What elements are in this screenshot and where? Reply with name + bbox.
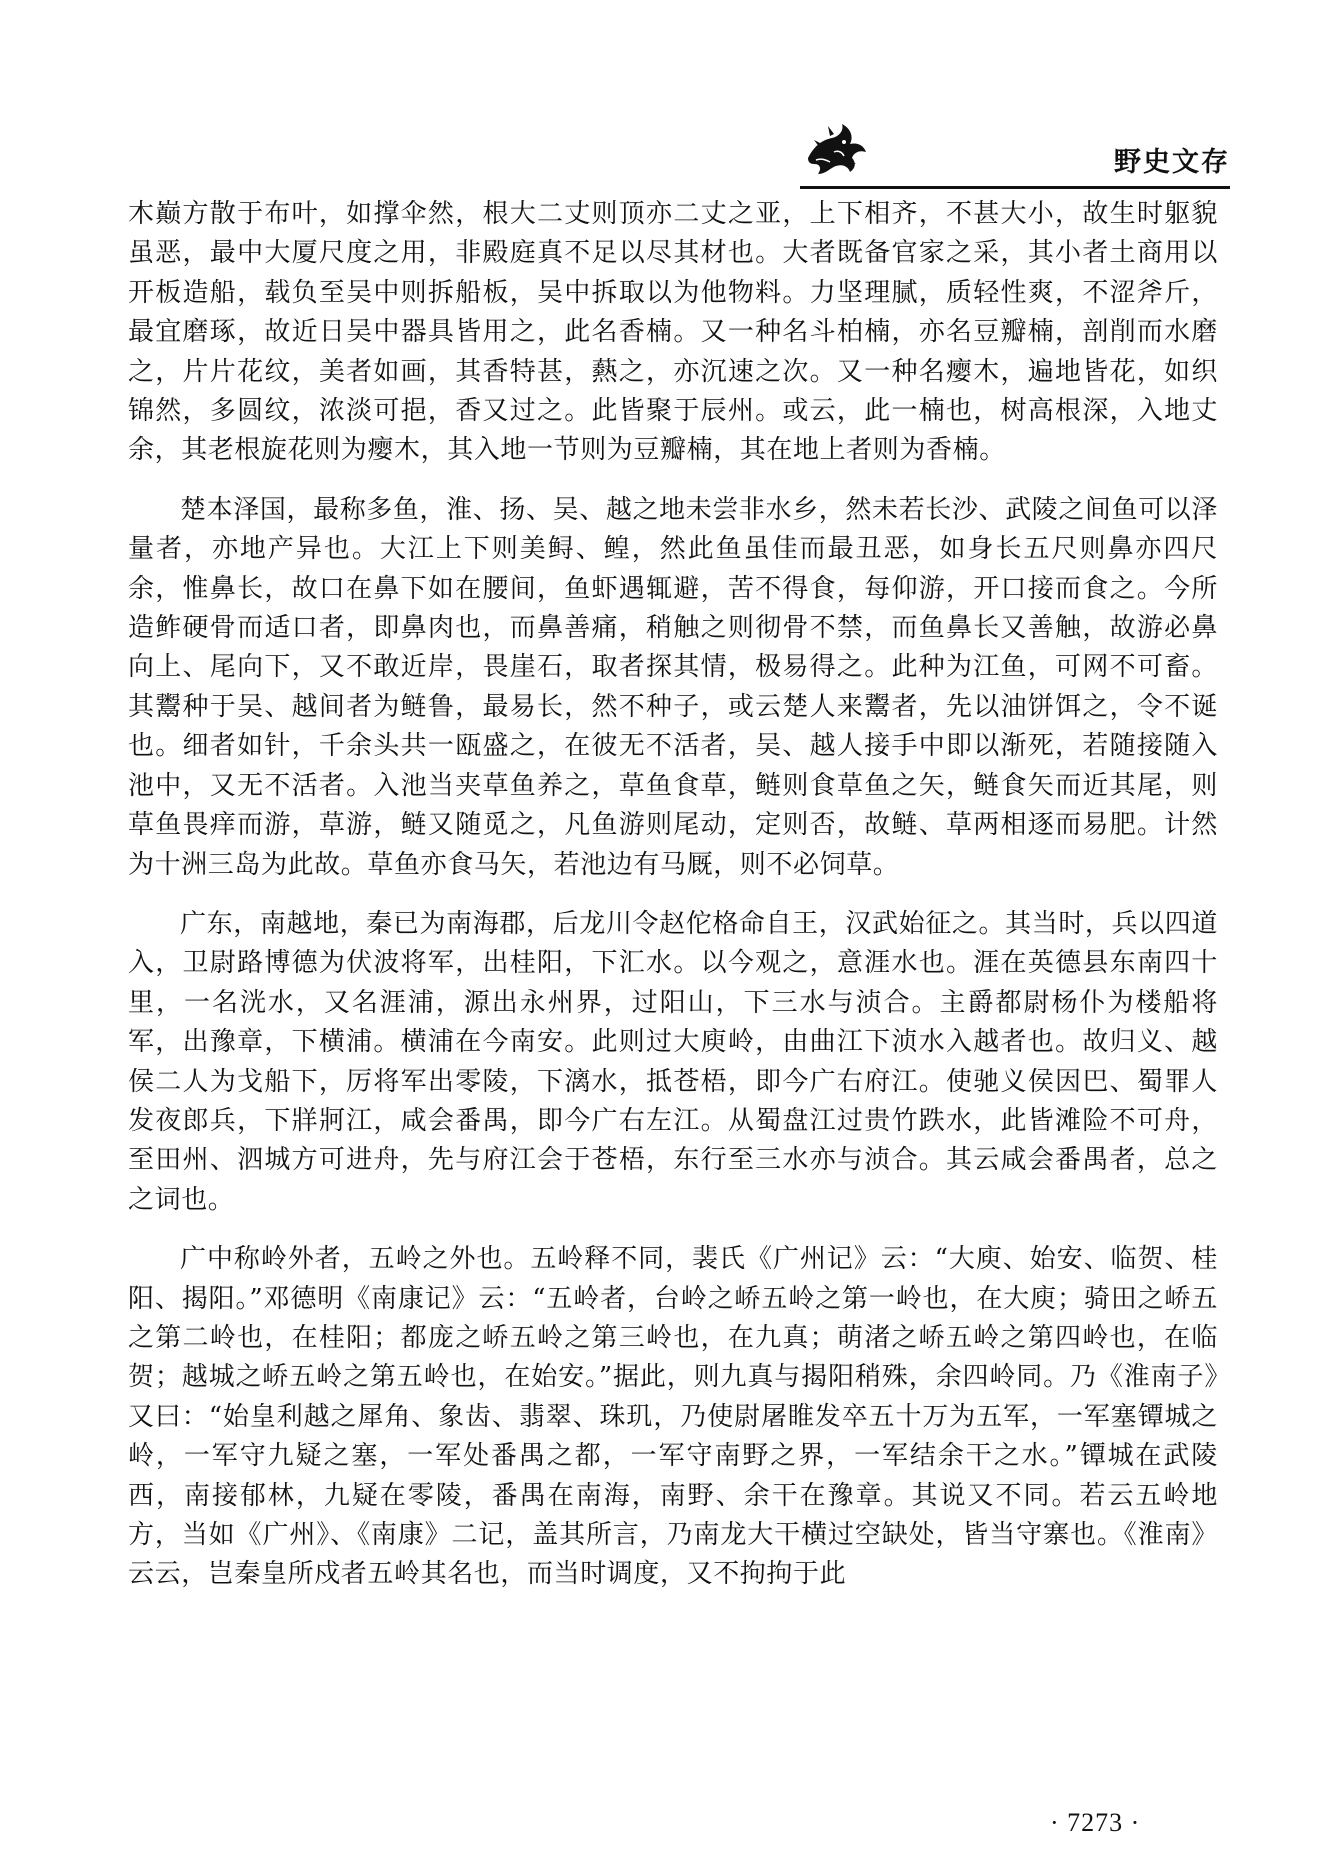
header-rule <box>800 186 1230 189</box>
page-number: · 7273 · <box>1050 1808 1141 1837</box>
series-title: 野史文存 <box>1114 147 1230 178</box>
paragraph-2: 楚本泽国，最称多鱼，淮、扬、吴、越之地未尝非水乡，然未若长沙、武陵之间鱼可以泽量者，亦地产异也。大江上下则美鲟、鳇，然此鱼虽佳而最丑恶，如身长五尺则鼻亦四尺余，惟鼻长，故口在鼻下如在腰间，鱼虾遇辄避，苦不得食，每仰游，开口接而食之。今所造鲊硬骨而适口者，即鼻肉也，而鼻善痛，稍触之则彻骨不禁，而鱼鼻长又善触，故游必鼻向上、尾向下，又不敢近岸，畏崖石，取者探其情，极易得之。此种为江鱼，可网不可畜。其鬻种于吴、越间者为鲢鲁，最易长，然不种子，或云楚人来鬻者，先以油饼饵之，令不诞也。细者如针，千余头共一瓯盛之，在彼无不活者，吴、越人接手中即以渐死，若随接随入池中，又无不活者。入池当夹草鱼养之，草鱼食草，鲢则食草鱼之矢，鲢食矢而近其尾，则草鱼畏痒而游，草游，鲢又随觅之，凡鱼游则尾动，定则否，故鲢、草两相逐而易肥。计然为十洲三岛为此故。草鱼亦食马矢，若池边有马厩，则不必饲草。 <box>128 494 1218 880</box>
body-text <box>128 195 1218 1595</box>
running-header <box>800 118 1230 188</box>
paragraph-1: 木巅方散于布叶，如撑伞然，根大二丈则顶亦二丈之亚，上下相齐，不甚大小，故生时躯貌虽恶，最中大厦尺度之用，非殿庭真不足以尽其材也。大者既备官家之采，其小者土商用以开板造船，载负至吴中则拆船板，吴中拆取以为他物料。力坚理腻，质轻性爽，不涩斧斤，最宜磨琢，故近日吴中器具皆用之，此名香楠。又一种名斗柏楠，亦名豆瓣楠，剖削而水磨之，片片花纹，美者如画，其香特甚，爇之，亦沉速之次。又一种名瘿木，遍地皆花，如织锦然，多圆纹，浓淡可挹，香又过之。此皆聚于辰州。或云，此一楠也，树高根深，入地丈余，其老根旋花则为瘿木，其入地一节则为豆瓣楠，其在地上者则为香楠。 <box>128 199 1218 466</box>
paragraph-3: 广东，南越地，秦已为南海郡，后龙川令赵佗格命自王，汉武始征之。其当时，兵以四道入，卫尉路博德为伏波将军，出桂阳，下汇水。以今观之，意涯水也。涯在英德县东南四十里，一名洸水，又名涯浦，源出永州界，过阳山，下三水与浈合。主爵都尉杨仆为楼船将军，出豫章，下横浦。横浦在今南安。此则过大庾岭，由曲江下浈水入越者也。故归义、越侯二人为戈船下，厉将军出零陵，下漓水，抵苍梧，即今广右府江。使驰义侯因巴、蜀罪人发夜郎兵，下牂牁江，咸会番禺，即今广右左江。从蜀盘江过贵竹跌水，此皆滩险不可舟，至田州、泗城方可进舟，先与府江会于苍梧，东行至三水亦与浈合。其云咸会番禺者，总之之词也。 <box>128 908 1218 1215</box>
dragon-emblem-icon <box>800 118 870 180</box>
paragraph-4: 广中称岭外者，五岭之外也。五岭释不同，裴氏《广州记》云：“大庾、始安、临贺、桂阳、揭阳。”邓德明《南康记》云：“五岭者，台岭之峤五岭之第一岭也，在大庾；骑田之峤五之第二岭也，在桂阳；都庞之峤五岭之第三岭也，在九真；萌渚之峤五岭之第四岭也，在临贺；越城之峤五岭之第五岭也，在始安。”据此，则九真与揭阳稍殊，余四岭同。乃《淮南子》又曰：“始皇利越之犀角、象齿、翡翠、珠玑，乃使尉屠睢发卒五十万为五军，一军塞镡城之岭，一军守九疑之塞，一军处番禺之都，一军守南野之界，一军结余干之水。”镡城在武陵西，南接郁林，九疑在零陵，番禺在南海，南野、余干在豫章。其说又不同。若云五岭地方，当如《广州》、《南康》二记，盖其所言，乃南龙大干横过空缺处，皆当守寨也。《淮南》云云，岂秦皇所戍者五岭其名也，而当时调度，又不拘拘于此 <box>128 1244 1218 1590</box>
